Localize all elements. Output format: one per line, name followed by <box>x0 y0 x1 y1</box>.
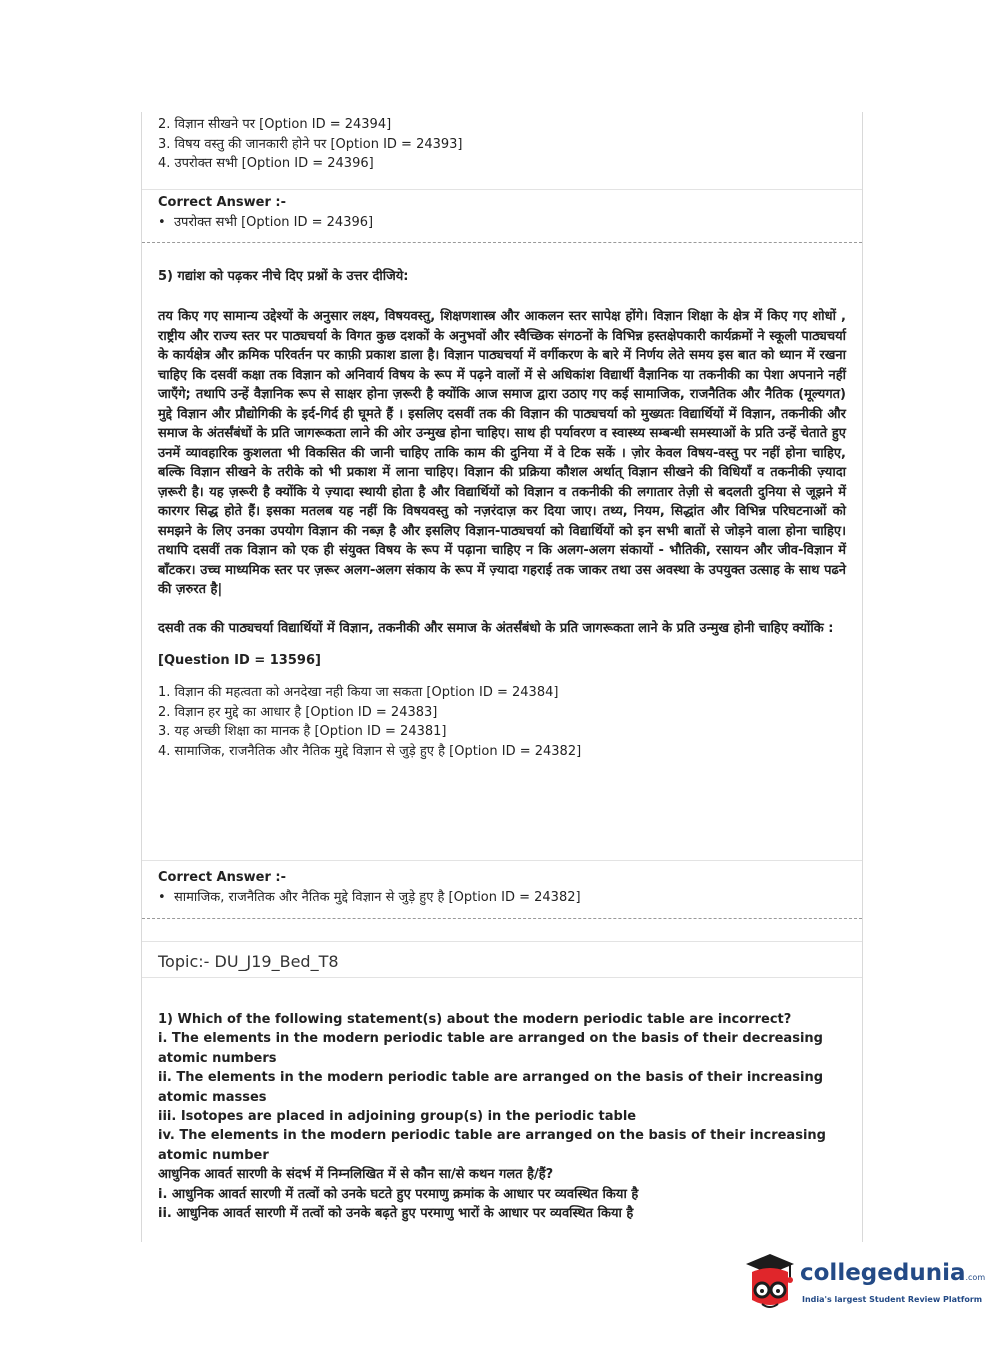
question-5-correct-answer-block <box>142 861 862 919</box>
question-1-line: iv. The elements in the modern periodic table are arranged on the basis of their increasing atomic number <box>158 1128 826 1163</box>
question-1-line: ii. आधुनिक आवर्त सारणी में तत्वों को उनके बढ़ते हुए परमाणु भारों के आधार पर व्यवस्थित किया है <box>158 1206 634 1222</box>
option-2: 2. विज्ञान हर मुद्दे का आधार है [Option ID = 24383] <box>158 704 438 720</box>
logo-wordmark: collegedunia.com <box>800 1260 986 1286</box>
question-1-line: आधुनिक आवर्त सारणी के संदर्भ में निम्नलिखित में से कौन सा/से कथन गलत है/हैं? <box>158 1167 554 1183</box>
mascot-icon <box>742 1250 798 1316</box>
document-page <box>141 112 863 1242</box>
correct-answer-item: • सामाजिक, राजनैतिक और नैतिक मुद्दे विज्ञान से जुड़े हुए है [Option ID = 24382] <box>158 890 581 905</box>
prev-option-3: 3. विषय वस्तु की जानकारी होने पर [Option ID = 24393] <box>158 136 463 152</box>
prev-correct-answer-block <box>142 190 862 243</box>
question-5-stem: दसवी तक की पाठ्यचर्या विद्यार्थियों में विज्ञान, तकनीकी और समाज के अंतर्संबंधो के प्रति जागरूकता लाने के प्रति उन्मुख होनी चाहिए क्योंकि : <box>158 620 834 636</box>
question-id: [Question ID = 13596] <box>158 653 321 668</box>
correct-answer-item: • उपरोक्त सभी [Option ID = 24396] <box>158 215 374 230</box>
question-5-title: 5) गद्यांश को पढ़कर नीचे दिए प्रश्नों के उत्तर दीजिये: <box>158 269 409 284</box>
question-5-block <box>142 243 862 861</box>
correct-answer-label: Correct Answer :- <box>158 870 286 885</box>
question-1-line: 1) Which of the following statement(s) about the modern periodic table are incorrect? <box>158 1012 792 1027</box>
option-3: 3. यह अच्छी शिक्षा का मानक है [Option ID = 24381] <box>158 724 447 739</box>
question-1-line: iii. Isotopes are placed in adjoining group(s) in the periodic table <box>158 1109 637 1125</box>
collegedunia-logo <box>742 1250 986 1320</box>
prev-options-block <box>142 112 862 190</box>
topic-title: Topic:- DU_J19_Bed_T8 <box>158 952 339 971</box>
question-1-line: i. The elements in the modern periodic table are arranged on the basis of their decreasing atomic numbers <box>158 1031 823 1066</box>
correct-answer-label: Correct Answer :- <box>158 195 286 210</box>
question-5-options <box>158 683 846 761</box>
question-1-line: i. आधुनिक आवर्त सारणी में तत्वों को उनके घटते हुए परमाणु क्रमांक के आधार पर व्यवस्थित किया है <box>158 1186 639 1202</box>
question-1-line: ii. The elements in the modern periodic table are arranged on the basis of their increasing atomic masses <box>158 1070 823 1105</box>
option-1: 1. विज्ञान की महत्वता को अनदेखा नही किया जा सकता [Option ID = 24384] <box>158 685 559 700</box>
logo-tagline: India's largest Student Review Platform <box>802 1295 983 1304</box>
topic-header <box>142 941 862 978</box>
prev-option-4: 4. उपरोक्त सभी [Option ID = 24396] <box>158 156 374 171</box>
question-1-block <box>142 978 862 1242</box>
prev-option-2: 2. विज्ञान सीखने पर [Option ID = 24394] <box>158 117 392 132</box>
option-4: 4. सामाजिक, राजनैतिक और नैतिक मुद्दे विज्ञान से जुड़े हुए है [Option ID = 24382] <box>158 743 582 759</box>
question-5-passage: तय किए गए सामान्य उद्देश्यों के अनुसार लक्ष्य, विषयवस्तु, शिक्षणशास्त्र और आकलन स्तर सापेक्ष होंगे। विज्ञान शिक्षा के क्षेत्र में किए गए शोधों , राष्ट्रीय और राज्य स्तर पर पाठ्यचर्या के विगत कुछ दशकों के अनुभवों और स्वैच्छिक संगठनों के विभिन्न हस्तक्षेपकारी कार्यक्रमों ने स्कूली पाठ्यचर्या के कार्यक्षेत्र और क्रमिक परिवर्तन पर काफ़ी प्रकाश डाला है। विज्ञान पाठ्यचर्या में वर्गीकरण के बारे में निर्णय लेते समय इस बात को ध्यान में रखना चाहिए कि दसवीं कक्षा तक विज्ञान को अनिवार्य विषय के रूप में पढ़ने वालों में से अधिकांश विद्यार्थी वैज्ञानिक या तकनीकी का पेशा अपनाने नहीं जाएँगे; तथापि उन्हें वैज्ञानिक रूप से साक्षर होना ज़रूरी है क्योंकि आज समाज द्वारा उठाए गए कई सामाजिक, राजनैतिक और नैतिक (मूल्यगत) मुद्दे विज्ञान और प्रौद्योगिकी के इर्द-गिर्द ही घूमते हैं । इसलिए दसवीं तक की विज्ञान की पाठ्यचर्या को मुख्यतः विद्यार्थियों में विज्ञान, तकनीकी और समाज के अंतर्संबंधों के प्रति जागरूकता लाने की ओर उन्मुख होना चाहिए। साथ ही पर्यावरण व स्वास्थ्य सम्बन्धी समस्याओं के प्रति उन्हें चेताते हुए उनमें व्यावहारिक कुशलता भी विकसित की जानी चाहिए ताकि काम की दुनिया में वे टिक सकें । ज़ोर केवल विषय-वस्तु पर नहीं होना चाहिए, बल्कि विज्ञान सीखने के तरीके को भी प्रकाश में लाना चाहिए। विज्ञान की प्रक्रिया कौशल अर्थात् विज्ञान सीखने की विधियाँ व तकनीकी ज़्यादा ज़रूरी है। यह ज़रूरी है क्योंकि ये ज़्यादा स्थायी होता है और विद्यार्थियों को विज्ञान व तकनीकी की लगातार तेज़ी से बदलती दुनिया से जूझने में कारगर सिद्ध होते हैं। इसका मतलब यह नहीं कि विषयवस्तु को नज़रंदाज़ कर दिया जाए। तथ्य, नियम, सिद्धांत और विभिन्न परिघटनाओं को समझने के लिए उनका उपयोग विज्ञान की नब्ज़ है और इसलिए विज्ञान-पाठ्यचर्या को विद्यार्थियों को इन सभी बातों से जोड़ने वाला होना चाहिए। तथापि दसवीं तक विज्ञान को एक ही संयुक्त विषय के रूप में पढ़ाना चाहिए न कि अलग-अलग संकायों - भौतिकी, रसायन और जीव-विज्ञान में बाँटकर। उच्च माध्यमिक स्तर पर ज़रूर अलग-अलग संकाय के रूप में ज़्यादा गहराई तक जाकर तथा उस अवस्था के उपयुक्त उत्साह के साथ पढने की ज़रुरत है| <box>158 309 846 597</box>
